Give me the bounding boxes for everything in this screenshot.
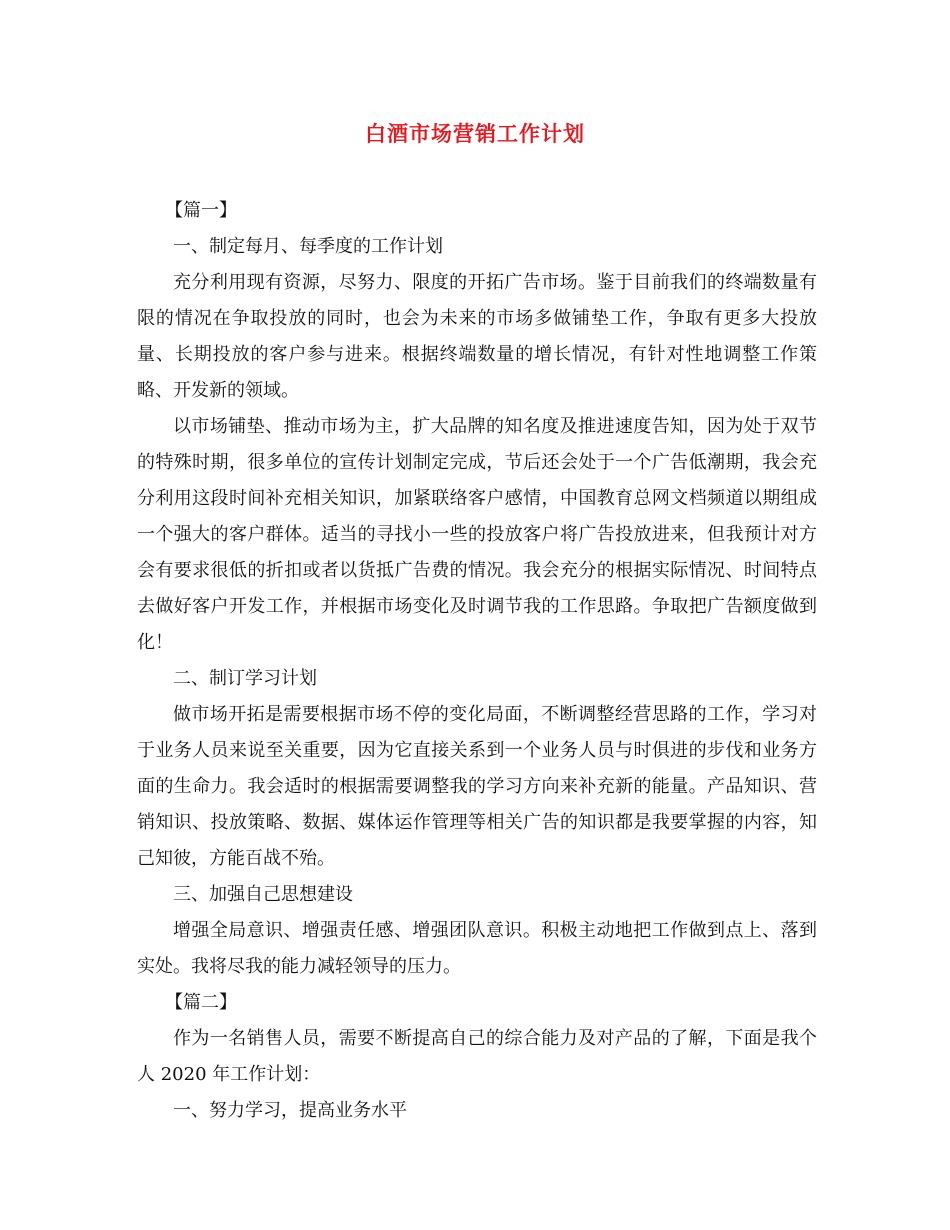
subheading-ideological-building: 三、加强自己思想建设 bbox=[173, 884, 353, 905]
document-title: 白酒市场营销工作计划 bbox=[365, 122, 585, 146]
subheading-monthly-plan: 一、制定每月、每季度的工作计划 bbox=[173, 236, 443, 257]
paragraph-awareness: 增强全局意识、增强责任感、增强团队意识。积极主动地把工作做到点上、落到实处。我将尽我的能力减轻领导的压力。 bbox=[137, 920, 817, 977]
document-body bbox=[137, 193, 817, 1129]
paragraph-sales-intro: 作为一名销售人员，需要不断提高自己的综合能力及对产品的了解，下面是我个人 2020 年工作计划： bbox=[137, 1028, 817, 1085]
section-heading-part-one: 【篇一】 bbox=[165, 200, 237, 221]
paragraph-study: 做市场开拓是需要根据市场不停的变化局面，不断调整经营思路的工作，学习对于业务人员来说至关重要，因为它直接关系到一个业务人员与时俱进的步伐和业务方面的生命力。我会适时的根据需要调整我的学习方向来补充新的能量。产品知识、营销知识、投放策略、数据、媒体运作管理等相关广告的知识都是我要掌握的内容，知己知彼，方能百战不殆。 bbox=[137, 704, 817, 869]
section-heading-part-two: 【篇二】 bbox=[165, 992, 237, 1013]
paragraph-resources: 充分利用现有资源，尽努力、限度的开拓广告市场。鉴于目前我们的终端数量有限的情况在争取投放的同时，也会为未来的市场多做铺垫工作，争取有更多大投放量、长期投放的客户参与进来。根据终端数量的增长情况，有针对性地调整工作策略、开发新的领域。 bbox=[137, 272, 817, 401]
subheading-study-plan: 二、制订学习计划 bbox=[173, 668, 317, 689]
subheading-learning: 一、努力学习，提高业务水平 bbox=[173, 1100, 407, 1121]
paragraph-market-groundwork: 以市场铺垫、推动市场为主，扩大品牌的知名度及推进速度告知，因为处于双节的特殊时期，很多单位的宣传计划制定完成，节后还会处于一个广告低潮期，我会充分利用这段时间补充相关知识，加紧联络客户感情，中国教育总网文档频道以期组成一个强大的客户群体。适当的寻找小一些的投放客户将广告投放进来，但我预计对方会有要求很低的折扣或者以货抵广告费的情况。我会充分的根据实际情况、时间特点去做好客户开发工作，并根据市场变化及时调节我的工作思路。争取把广告额度做到化！ bbox=[137, 416, 817, 653]
